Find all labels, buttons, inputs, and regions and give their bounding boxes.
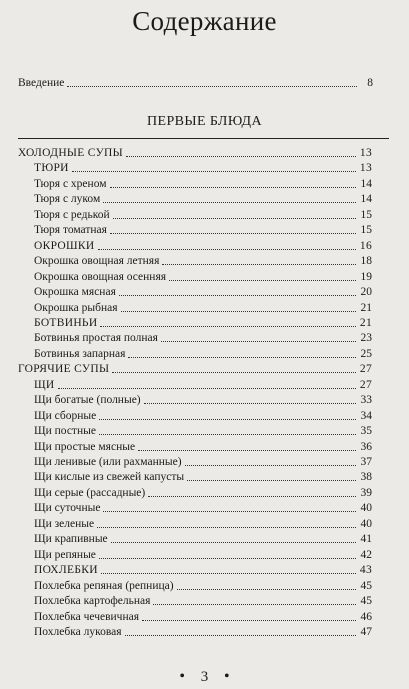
toc-entry-page: 8 (367, 77, 373, 89)
toc-entry[interactable] (34, 254, 372, 268)
toc-entry-label: Щи постные (34, 425, 96, 438)
toc-entry[interactable] (34, 548, 372, 562)
toc-subsection-entry[interactable] (34, 563, 372, 577)
dot-leader (112, 371, 356, 373)
dot-leader (99, 418, 356, 420)
toc-entry-label: Ботвинья запарная (34, 347, 126, 360)
dot-leader (121, 310, 356, 312)
dot-leader (161, 340, 356, 342)
dot-leader (111, 541, 356, 543)
toc-entry-page: 18 (360, 255, 372, 268)
toc-entry-label: Щи сборные (34, 409, 97, 422)
dot-leader (110, 186, 356, 188)
page-title: Содержание (132, 6, 277, 36)
toc-subsection-entry[interactable] (34, 316, 372, 330)
dot-leader (119, 294, 356, 296)
toc-entry-label: Похлебка чечевичная (34, 610, 140, 623)
dot-leader (100, 325, 356, 327)
dot-leader (162, 263, 356, 265)
dot-leader (128, 356, 356, 358)
page-number: 3 (200, 669, 209, 685)
toc-entry[interactable] (34, 208, 372, 222)
toc-entry[interactable] (34, 625, 372, 639)
toc-entry-page: 16 (359, 239, 372, 252)
toc-entry[interactable] (34, 486, 372, 500)
section-divider (18, 138, 389, 139)
toc-entry-label: Щи ленивые (или рахманные) (34, 456, 182, 468)
toc-entry[interactable] (34, 270, 372, 284)
toc-entry-label: Щи зеленые (34, 517, 95, 530)
toc-entry[interactable] (34, 594, 372, 608)
toc-subsection-entry[interactable] (34, 378, 372, 392)
toc-section-entry[interactable] (18, 362, 372, 376)
toc-entry-page: 20 (360, 286, 372, 298)
toc-entry[interactable] (34, 409, 372, 423)
toc-entry[interactable] (34, 501, 372, 515)
toc-entry-label: ОКРОШКИ (34, 239, 95, 252)
toc-entry-page: 15 (360, 208, 372, 221)
dot-leader (103, 510, 356, 512)
toc-entry[interactable] (34, 347, 372, 361)
dot-leader (97, 526, 356, 528)
toc-entry-label: Щи кислые из свежей капусты (34, 471, 185, 484)
dot-leader (185, 464, 356, 466)
toc-entry[interactable] (34, 517, 372, 531)
toc-entry-label: ХОЛОДНЫЕ СУПЫ (18, 147, 123, 159)
dot-leader (113, 217, 356, 219)
toc-entry[interactable] (34, 192, 372, 206)
toc-entry[interactable] (34, 285, 372, 299)
toc-entry-label: Окрошка мясная (34, 286, 116, 298)
toc-entry-page: 14 (360, 177, 372, 190)
toc-entry-page: 13 (359, 162, 372, 175)
toc-entry-label: ГОРЯЧИЕ СУПЫ (18, 363, 110, 376)
toc-entry-page: 33 (360, 394, 372, 407)
toc-entry-label: БОТВИНЬИ (34, 316, 98, 329)
toc-entry-page: 21 (360, 301, 372, 314)
toc-entry-label: Тюря с луком (34, 193, 101, 206)
toc-entry-page: 13 (359, 147, 372, 159)
dot-leader (125, 634, 356, 636)
toc-entry-page: 23 (360, 332, 372, 345)
toc-entry-label: Ботвинья простая полная (34, 332, 158, 345)
toc-entry-page: 43 (359, 564, 372, 577)
toc-entry-label: ПОХЛЕБКИ (34, 564, 98, 577)
toc-entry[interactable] (34, 393, 372, 407)
toc-entry[interactable] (34, 223, 372, 237)
toc-entry-label: Тюря с редькой (34, 208, 110, 221)
dot-leader (110, 232, 356, 234)
toc-entry[interactable] (34, 177, 372, 191)
toc-entry-page: 25 (360, 347, 372, 360)
dot-leader (58, 387, 356, 389)
toc-entry[interactable] (34, 610, 372, 624)
toc-entry-page: 14 (360, 193, 372, 206)
toc-entry-label: Окрошка овощная осенняя (34, 270, 167, 283)
toc-subsection-entry[interactable] (34, 239, 372, 253)
toc-entry-page: 21 (359, 316, 372, 329)
toc-entry-page: 42 (360, 548, 372, 561)
toc-entry[interactable] (34, 579, 372, 593)
toc-entry[interactable] (34, 440, 372, 454)
dot-leader (99, 433, 356, 435)
toc-entry-label: Щи серые (рассадные) (34, 486, 146, 499)
toc-entry-label: Похлебка луковая (34, 626, 122, 638)
toc-section-entry[interactable] (18, 146, 372, 160)
dot-leader (138, 449, 356, 451)
toc-entry-page: 40 (360, 517, 372, 530)
toc-entry-label: Щи суточные (34, 502, 101, 515)
toc-entry[interactable] (34, 301, 372, 315)
toc-entry-label: Щи богатые (полные) (34, 394, 141, 407)
dot-leader (177, 588, 356, 590)
toc-entry-page: 41 (360, 533, 372, 546)
toc-entry[interactable] (34, 331, 372, 345)
toc-entry-page: 47 (360, 626, 372, 638)
toc-entry-page: 35 (360, 425, 372, 438)
toc-entry-page: 37 (360, 456, 372, 468)
toc-entry-page: 46 (360, 610, 372, 623)
toc-entry[interactable] (34, 532, 372, 546)
dot-leader (169, 279, 356, 281)
dot-leader (142, 619, 356, 621)
toc-entry-label: ТЮРИ (34, 162, 69, 175)
dot-leader (144, 402, 356, 404)
toc-entry[interactable] (34, 424, 372, 438)
toc-entry-label: Окрошка рыбная (34, 301, 118, 314)
toc-entry[interactable] (34, 470, 372, 484)
dot-leader (148, 495, 356, 497)
footer-ornament-left: • (179, 668, 185, 685)
dot-leader (99, 557, 356, 559)
toc-entry-page: 34 (360, 409, 372, 422)
toc-entry-label: Щи репяные (34, 548, 96, 561)
toc-entry[interactable] (34, 455, 372, 469)
toc-entry-label: Щи простые мясные (34, 440, 136, 453)
toc-entry-page: 38 (360, 471, 372, 484)
dot-leader (67, 85, 357, 87)
toc-entry-label: Щи крапивные (34, 533, 108, 546)
dot-leader (98, 248, 357, 250)
toc-entry-label: Тюря томатная (34, 224, 107, 237)
toc-entry-page: 40 (360, 502, 372, 515)
toc-entry-page: 15 (360, 224, 372, 237)
toc-entry-page: 45 (360, 579, 372, 592)
toc-entry-page: 27 (359, 363, 372, 376)
section-heading: ПЕРВЫЕ БЛЮДА (146, 114, 263, 129)
footer-ornament-right: • (224, 668, 230, 685)
toc-entry-label: Похлебка картофельная (34, 595, 151, 607)
toc-entry-label: Введение (18, 77, 65, 89)
toc-subsection-entry[interactable] (34, 161, 372, 175)
toc-entry-page: 45 (360, 595, 372, 607)
toc-entry-label: Тюря с хреном (34, 177, 107, 190)
toc-entry-label: Окрошка овощная летняя (34, 255, 160, 268)
dot-leader (101, 572, 356, 574)
dot-leader (72, 170, 356, 172)
dot-leader (187, 479, 356, 481)
dot-leader (153, 603, 356, 605)
toc-entry-label: Похлебка репяная (репница) (34, 579, 174, 592)
toc-entry-label: ЩИ (34, 378, 55, 391)
toc-entry-page: 36 (360, 440, 372, 453)
toc-entry-page: 27 (359, 378, 372, 391)
toc-entry-page: 39 (360, 486, 372, 499)
toc-entry-page: 19 (360, 270, 372, 283)
dot-leader (103, 201, 356, 203)
page-footer (0, 668, 409, 686)
toc-entry-intro[interactable] (18, 76, 373, 90)
dot-leader (126, 155, 356, 157)
